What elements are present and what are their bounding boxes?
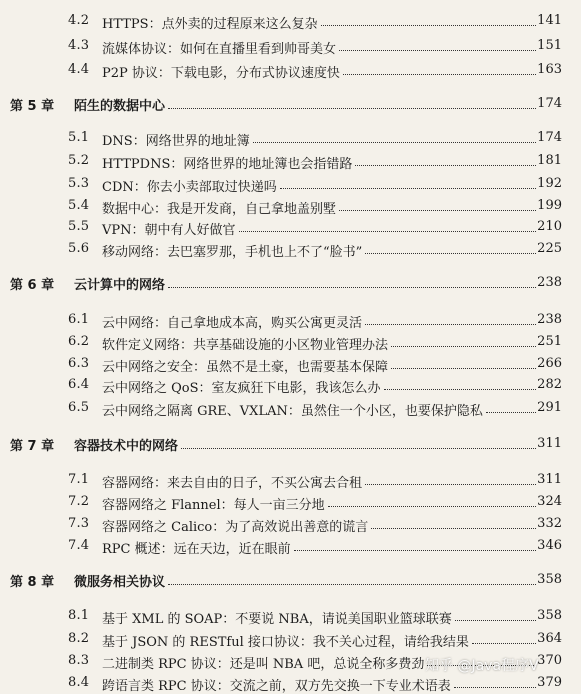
section-title: 云中网络之安全：虽然不是土豪，也需要基本保障	[102, 360, 389, 375]
toc-entry[interactable]	[0, 309, 581, 331]
dot-leader	[365, 324, 536, 325]
toc-entry[interactable]	[0, 397, 581, 419]
section-title: 容器网络之 Calico：为了高效说出善意的谎言	[102, 520, 369, 535]
section-title: 数据中心：我是开发商，自己拿地盖别墅	[102, 202, 337, 217]
toc-chapter[interactable]	[0, 93, 581, 115]
toc-entry[interactable]	[0, 535, 581, 557]
page-number: 174	[537, 130, 562, 145]
dot-leader	[391, 346, 536, 347]
dot-leader	[239, 231, 536, 232]
page-number: 332	[537, 516, 562, 531]
page-number: 181	[537, 153, 562, 168]
section-title: 基于 XML 的 SOAP：不要说 NBA，请说美国职业篮球联赛	[102, 612, 452, 627]
toc-entry[interactable]	[0, 10, 581, 32]
page-number: 238	[537, 275, 562, 290]
page-number: 151	[537, 38, 562, 53]
page-number: 174	[537, 96, 562, 111]
section-number: 7.3	[68, 516, 90, 531]
toc-entry[interactable]	[0, 353, 581, 375]
toc-entry[interactable]	[0, 469, 581, 491]
chapter-label: 第 5 章	[10, 99, 55, 114]
toc-entry[interactable]	[0, 59, 581, 81]
section-title: HTTPS：点外卖的过程原来这么复杂	[102, 17, 318, 32]
section-number: 4.4	[68, 62, 90, 77]
section-title: 移动网络：去巴塞罗那，手机也上不了“脸书”	[102, 245, 363, 260]
section-number: 8.1	[68, 608, 90, 623]
section-title: 基于 JSON 的 RESTful 接口协议：我不关心过程，请给我结果	[102, 635, 469, 650]
dot-leader	[355, 165, 536, 166]
section-title: VPN：朝中有人好做官	[102, 223, 236, 238]
toc-entry[interactable]	[0, 238, 581, 260]
page-number: 266	[537, 356, 562, 371]
page-number: 210	[537, 219, 562, 234]
toc-entry[interactable]	[0, 672, 581, 694]
toc-entry[interactable]	[0, 150, 581, 172]
chapter-label: 第 8 章	[10, 575, 55, 590]
section-number: 5.6	[68, 241, 90, 256]
toc-chapter[interactable]	[0, 272, 581, 294]
toc-entry[interactable]	[0, 35, 581, 57]
toc-entry[interactable]	[0, 491, 581, 513]
section-number: 5.4	[68, 198, 90, 213]
page-number: 311	[537, 472, 562, 487]
section-title: P2P 协议：下载电影，分布式协议速度快	[102, 66, 340, 81]
dot-leader	[365, 484, 536, 485]
toc-entry[interactable]	[0, 605, 581, 627]
section-title: RPC 概述：远在天边，近在眼前	[102, 542, 291, 557]
dot-leader	[391, 368, 536, 369]
chapter-title: 云计算中的网络	[74, 278, 166, 293]
dot-leader	[280, 188, 536, 189]
page-number: 163	[537, 62, 562, 77]
toc-entry[interactable]	[0, 331, 581, 353]
page-number: 311	[537, 436, 562, 451]
page-number: 370	[537, 653, 562, 668]
dot-leader	[321, 25, 536, 26]
section-number: 6.5	[68, 400, 90, 415]
toc-chapter[interactable]	[0, 569, 581, 591]
toc-entry[interactable]	[0, 628, 581, 650]
page-number: 358	[537, 608, 562, 623]
section-number: 5.5	[68, 219, 90, 234]
chapter-title: 陌生的数据中心	[74, 99, 166, 114]
section-title: 云中网络：自己拿地成本高，购买公寓更灵活	[102, 316, 363, 331]
page-number: 192	[537, 176, 562, 191]
page-number: 141	[537, 13, 562, 28]
dot-leader	[294, 550, 536, 551]
section-title: CDN：你去小卖部取过快递吗	[102, 180, 277, 195]
section-number: 8.3	[68, 653, 90, 668]
page-number: 225	[537, 241, 562, 256]
section-number: 7.1	[68, 472, 90, 487]
dot-leader	[455, 620, 536, 621]
page-number: 251	[537, 334, 562, 349]
dot-leader	[168, 584, 536, 585]
section-title: 云中网络之 QoS：室友疯狂下电影，我该怎么办	[102, 381, 381, 396]
page-number: 324	[537, 494, 562, 509]
toc-entry[interactable]	[0, 127, 581, 149]
page-number: 199	[537, 198, 562, 213]
section-number: 4.3	[68, 38, 90, 53]
dot-leader	[384, 389, 536, 390]
section-number: 8.4	[68, 675, 90, 690]
page-number: 346	[537, 538, 562, 553]
dot-leader	[168, 287, 536, 288]
section-title: DNS：网络世界的地址簿	[102, 134, 250, 149]
dot-leader	[454, 687, 536, 688]
section-number: 6.3	[68, 356, 90, 371]
chapter-label: 第 7 章	[10, 439, 55, 454]
section-number: 4.2	[68, 13, 90, 28]
chapter-title: 微服务相关协议	[74, 575, 166, 590]
section-title: 二进制类 RPC 协议：还是叫 NBA 吧，总说全称多费劲	[102, 657, 425, 672]
dot-leader	[253, 142, 536, 143]
toc-entry[interactable]	[0, 173, 581, 195]
section-number: 5.3	[68, 176, 90, 191]
section-title: 流媒体协议：如何在直播里看到帅哥美女	[102, 42, 337, 57]
dot-leader	[343, 74, 536, 75]
section-number: 5.1	[68, 130, 90, 145]
page-number: 379	[537, 675, 562, 690]
dot-leader	[339, 210, 536, 211]
page-number: 238	[537, 312, 562, 327]
dot-leader	[365, 253, 536, 254]
dot-leader	[168, 108, 536, 109]
chapter-title: 容器技术中的网络	[74, 439, 179, 454]
page-number: 291	[537, 400, 562, 415]
page-number: 358	[537, 572, 562, 587]
section-title: 跨语言类 RPC 协议：交流之前，双方先交换一下专业术语表	[102, 679, 451, 694]
chapter-label: 第 6 章	[10, 278, 55, 293]
toc-entry[interactable]	[0, 374, 581, 396]
page-number: 364	[537, 631, 562, 646]
watermark: 知乎 @Java程序V	[425, 658, 539, 674]
section-number: 7.2	[68, 494, 90, 509]
dot-leader	[472, 643, 536, 644]
section-title: 容器网络：来去自由的日子，不买公寓去合租	[102, 476, 363, 491]
dot-leader	[181, 448, 536, 449]
section-number: 6.4	[68, 377, 90, 392]
toc-chapter[interactable]	[0, 433, 581, 455]
section-number: 5.2	[68, 153, 90, 168]
dot-leader	[371, 528, 536, 529]
page-number: 282	[537, 377, 562, 392]
toc-entry[interactable]	[0, 513, 581, 535]
section-title: 云中网络之隔离 GRE、VXLAN：虽然住一个小区，也要保护隐私	[102, 404, 483, 419]
section-number: 7.4	[68, 538, 90, 553]
section-title: HTTPDNS：网络世界的地址簿也会指错路	[102, 157, 353, 172]
dot-leader	[328, 506, 536, 507]
section-number: 8.2	[68, 631, 90, 646]
section-number: 6.2	[68, 334, 90, 349]
section-title: 软件定义网络：共享基础设施的小区物业管理办法	[102, 338, 389, 353]
toc-entry[interactable]	[0, 216, 581, 238]
section-title: 容器网络之 Flannel：每人一亩三分地	[102, 498, 325, 513]
toc-entry[interactable]	[0, 195, 581, 217]
section-number: 6.1	[68, 312, 90, 327]
dot-leader	[339, 50, 536, 51]
